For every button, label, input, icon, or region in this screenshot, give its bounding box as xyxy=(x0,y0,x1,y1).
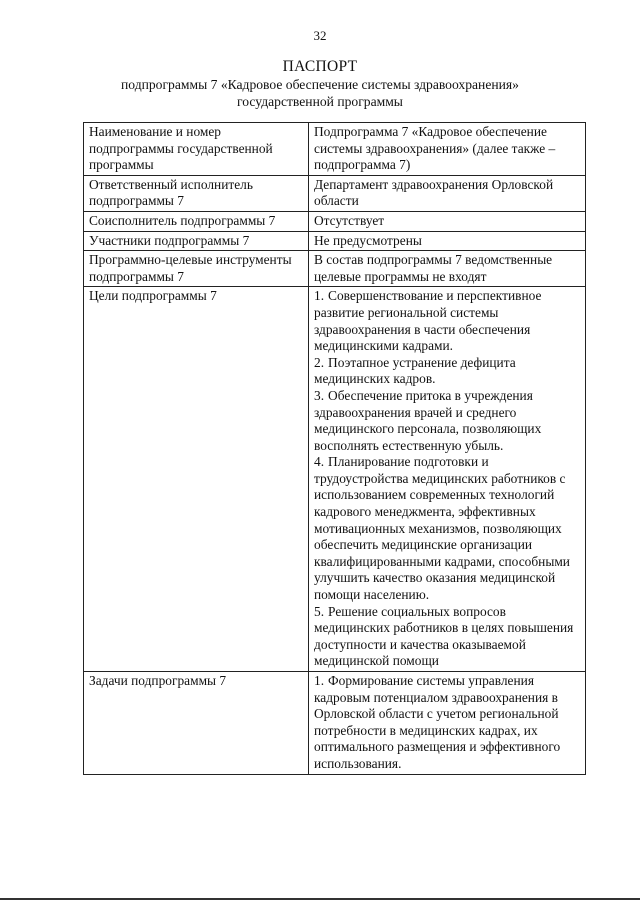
table-row xyxy=(84,123,586,176)
task-item xyxy=(314,673,581,773)
subtitle-line-2: государственной программы xyxy=(237,93,403,109)
page-number: 32 xyxy=(313,28,327,43)
tasks-list xyxy=(309,672,586,775)
row-value: Департамент здравоохранения Орловской области xyxy=(309,175,586,211)
goal-item-number: 1. xyxy=(314,288,325,304)
row-value: Подпрограмма 7 «Кадровое обеспечение системы здравоохранения» (далее также – подпрограмма 7) xyxy=(309,123,586,176)
goal-item-number: 3. xyxy=(314,387,325,403)
goal-item-text: Обеспечение притока в учреждения здравоохранения врачей и среднего медицинского персонала, позволяющих восполнять естественную убыль. xyxy=(314,387,542,453)
row-label: Ответственный исполнитель подпрограммы 7 xyxy=(84,175,309,211)
row-label: Программно-целевые инструменты подпрограммы 7 xyxy=(84,251,309,287)
goal-item xyxy=(314,288,581,354)
table-row xyxy=(84,175,586,211)
goal-item-text: Поэтапное устранение дефицита медицинских кадров. xyxy=(314,354,516,387)
passport-table xyxy=(83,122,586,775)
document-subtitle xyxy=(60,77,580,110)
task-item-text: Формирование системы управления кадровым потенциалом здравоохранения в Орловской области с учетом региональной потребности в медицинских кадрах, их оптимального размещения и эффективного использования. xyxy=(314,673,561,771)
table-row-tasks xyxy=(84,672,586,775)
bottom-rule xyxy=(0,898,640,900)
goal-item-number: 5. xyxy=(314,603,325,619)
table-row-goals xyxy=(84,287,586,672)
goals-list xyxy=(309,287,586,672)
row-value: Не предусмотрены xyxy=(309,231,586,251)
goals-label: Цели подпрограммы 7 xyxy=(84,287,309,672)
goal-item-text: Планирование подготовки и трудоустройства медицинских работников с использованием современных технологий кадрового менеджмента, эффективных мотивационных механизмов, позволяющих обеспечить медицинские организации квалифицированными кадрами, способными улучшить качество оказания медицинской помощи населению. xyxy=(314,454,570,603)
row-label: Соисполнитель подпрограммы 7 xyxy=(84,211,309,231)
row-value: В состав подпрограммы 7 ведомственные целевые программы не входят xyxy=(309,251,586,287)
goal-item-text: Совершенствование и перспективное развитие региональной системы здравоохранения в части обеспечения медицинскими кадрами. xyxy=(314,288,542,354)
goal-item xyxy=(314,355,581,388)
tasks-label: Задачи подпрограммы 7 xyxy=(84,672,309,775)
subtitle-line-1: подпрограммы 7 «Кадровое обеспечение системы здравоохранения» xyxy=(121,77,519,92)
row-label: Участники подпрограммы 7 xyxy=(84,231,309,251)
table-row xyxy=(84,231,586,251)
goal-item xyxy=(314,388,581,454)
task-item-number: 1. xyxy=(314,673,325,688)
goal-item-number: 2. xyxy=(314,354,325,370)
table-row xyxy=(84,251,586,287)
row-value: Отсутствует xyxy=(309,211,586,231)
goal-item-number: 4. xyxy=(314,454,325,470)
row-label: Наименование и номер подпрограммы государственной программы xyxy=(84,123,309,176)
document-title: ПАСПОРТ xyxy=(282,58,358,75)
goal-item-text: Решение социальных вопросов медицинских работников в целях повышения доступности и качества оказываемой медицинской помощи xyxy=(314,603,574,669)
goal-item xyxy=(314,454,581,603)
goal-item xyxy=(314,604,581,670)
table-row xyxy=(84,211,586,231)
